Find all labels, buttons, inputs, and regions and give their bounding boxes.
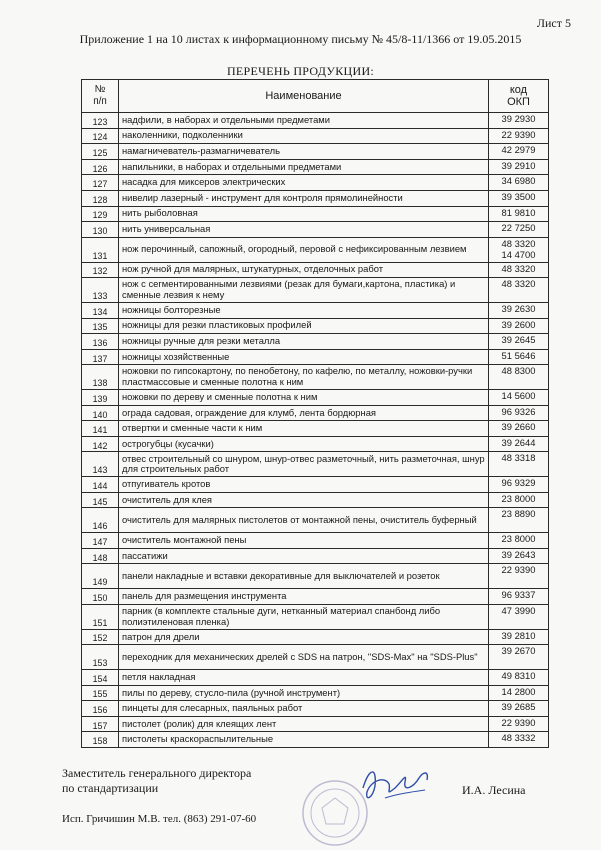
okp-code <box>489 302 549 318</box>
executor-contact: Исп. Гричишин М.В. тел. (863) 291-07-60 <box>62 813 257 825</box>
product-name: нож перочинный, сапожный, огородный, перовой с нефиксированным лезвием <box>119 237 489 262</box>
product-name: панели накладные и вставки декоративные для выключателей и розеток <box>119 564 489 589</box>
okp-code <box>489 144 549 160</box>
row-number: 157 <box>82 716 119 732</box>
okp-code-value: 22 7250 <box>501 222 536 234</box>
okp-code-value: 48 3318 <box>501 452 536 464</box>
column-header-code-line2: ОКП <box>507 96 530 108</box>
okp-code-value: 39 3500 <box>501 190 536 202</box>
product-name: напильники, в наборах и отдельными предметами <box>119 159 489 175</box>
table-row <box>82 278 549 303</box>
table-row <box>82 477 549 493</box>
row-number: 154 <box>82 670 119 686</box>
row-number: 152 <box>82 629 119 645</box>
okp-code <box>489 564 549 589</box>
okp-code <box>489 190 549 206</box>
row-number: 124 <box>82 128 119 144</box>
row-number: 148 <box>82 548 119 564</box>
appendix-reference: Приложение 1 на 10 листах к информационному письму № 45/8-11/1366 от 19.05.2015 <box>79 32 522 46</box>
table-row <box>82 262 549 278</box>
product-name: ножницы ручные для резки металла <box>119 334 489 350</box>
table-body <box>82 113 549 748</box>
row-number: 131 <box>82 237 119 262</box>
table-row <box>82 390 549 406</box>
okp-code-value: 23 8890 <box>501 508 536 520</box>
row-number: 142 <box>82 436 119 452</box>
table-row <box>82 334 549 350</box>
okp-code-value: 23 8000 <box>501 492 536 504</box>
table-row <box>82 685 549 701</box>
table-header-row <box>82 80 549 113</box>
row-number: 125 <box>82 144 119 160</box>
row-number: 149 <box>82 564 119 589</box>
row-number: 130 <box>82 222 119 238</box>
table-row <box>82 405 549 421</box>
product-name: петля накладная <box>119 670 489 686</box>
okp-code-value: 39 2930 <box>501 113 536 124</box>
signature-image <box>355 758 435 808</box>
okp-code <box>489 159 549 175</box>
table-row <box>82 128 549 144</box>
okp-code-value: 39 2630 <box>501 302 536 314</box>
product-name: парник (в комплекте стальные дуги, нетканный материал спанбонд либо полиэтиленовая пленка) <box>119 604 489 629</box>
product-name: пистолет (ролик) для клеящих лент <box>119 716 489 732</box>
okp-code-value: 96 9326 <box>501 405 536 417</box>
product-name: отпугиватель кротов <box>119 477 489 493</box>
row-number: 132 <box>82 262 119 278</box>
okp-code-value: 39 2644 <box>501 436 536 448</box>
okp-code-value: 49 8310 <box>501 670 536 682</box>
table-row <box>82 564 549 589</box>
okp-code <box>489 670 549 686</box>
product-name: очиститель для малярных пистолетов от монтажной пены, очиститель буферный <box>119 508 489 533</box>
product-name: острогубцы (кусачки) <box>119 436 489 452</box>
product-name: надфили, в наборах и отдельными предметами <box>119 113 489 129</box>
row-number: 153 <box>82 645 119 670</box>
okp-code <box>489 732 549 748</box>
product-name: пилы по дереву, стусло-пила (ручной инструмент) <box>119 685 489 701</box>
signatory-title-line1: Заместитель генерального директора <box>62 766 252 780</box>
product-name: ножницы болторезные <box>119 302 489 318</box>
table-row <box>82 533 549 549</box>
table-row <box>82 716 549 732</box>
table-row <box>82 589 549 605</box>
okp-code-value-secondary: 14 4700 <box>501 248 536 260</box>
okp-code-value: 42 2979 <box>501 144 536 156</box>
row-number: 127 <box>82 175 119 191</box>
table-row <box>82 732 549 748</box>
table-row <box>82 237 549 262</box>
okp-code <box>489 318 549 334</box>
product-name: переходник для механических дрелей с SDS на патрон, "SDS-Max" на "SDS-Plus" <box>119 645 489 670</box>
product-name: панель для размещения инструмента <box>119 589 489 605</box>
product-name: нить универсальная <box>119 222 489 238</box>
table-row <box>82 190 549 206</box>
row-number: 158 <box>82 732 119 748</box>
table-row <box>82 159 549 175</box>
product-name: патрон для дрели <box>119 629 489 645</box>
table-row <box>82 222 549 238</box>
column-header-number <box>82 80 119 113</box>
okp-code-value: 22 9390 <box>501 564 536 576</box>
okp-code-value: 39 2660 <box>501 421 536 433</box>
okp-code-value: 14 5600 <box>501 390 536 402</box>
row-number: 134 <box>82 302 119 318</box>
table-row <box>82 452 549 477</box>
okp-code <box>489 436 549 452</box>
table-row <box>82 113 549 129</box>
okp-code <box>489 604 549 629</box>
table-row <box>82 492 549 508</box>
document-title: ПЕРЕЧЕНЬ ПРОДУКЦИИ: <box>226 64 375 78</box>
column-header-code-line1: код <box>509 84 528 96</box>
okp-code <box>489 334 549 350</box>
signatory-title <box>62 766 251 796</box>
okp-code <box>489 262 549 278</box>
table-row <box>82 604 549 629</box>
table-row <box>82 318 549 334</box>
row-number: 137 <box>82 349 119 365</box>
product-name: пистолеты краскораспылительные <box>119 732 489 748</box>
okp-code-value: 23 8000 <box>501 533 536 545</box>
product-name: нить рыболовная <box>119 206 489 222</box>
okp-code <box>489 508 549 533</box>
product-name: ограда садовая, ограждение для клумб, лента бордюрная <box>119 405 489 421</box>
okp-code <box>489 589 549 605</box>
okp-code <box>489 685 549 701</box>
table-row <box>82 349 549 365</box>
okp-code <box>489 390 549 406</box>
product-name: пинцеты для слесарных, паяльных работ <box>119 701 489 717</box>
signatory-title-line2: по стандартизации <box>62 781 159 795</box>
okp-code <box>489 349 549 365</box>
table-row <box>82 670 549 686</box>
okp-code-value: 48 3320 <box>501 262 536 274</box>
table-row <box>82 421 549 437</box>
product-name: насадка для миксеров электрических <box>119 175 489 191</box>
product-name: ножницы хозяйственные <box>119 349 489 365</box>
table-row <box>82 508 549 533</box>
okp-code-value: 39 2643 <box>501 548 536 560</box>
row-number: 140 <box>82 405 119 421</box>
row-number: 147 <box>82 533 119 549</box>
product-name: отвес строительный со шнуром, шнур-отвес разметочный, нить разметочная, шнур для строительных работ <box>119 452 489 477</box>
okp-code-value: 22 9390 <box>501 716 536 728</box>
okp-code <box>489 175 549 191</box>
row-number: 128 <box>82 190 119 206</box>
product-name: пассатижи <box>119 548 489 564</box>
okp-code-value: 39 2810 <box>501 629 536 641</box>
row-number: 136 <box>82 334 119 350</box>
table-row <box>82 206 549 222</box>
okp-code <box>489 365 549 390</box>
table-row <box>82 701 549 717</box>
okp-code-value: 48 3320 <box>501 278 536 290</box>
okp-code-value: 96 9329 <box>501 477 536 489</box>
table-row <box>82 365 549 390</box>
row-number: 156 <box>82 701 119 717</box>
row-number: 141 <box>82 421 119 437</box>
row-number: 138 <box>82 365 119 390</box>
okp-code-value: 48 3332 <box>501 732 536 744</box>
product-name: отвертки и сменные части к ним <box>119 421 489 437</box>
row-number: 150 <box>82 589 119 605</box>
okp-code-value: 22 9390 <box>501 128 536 140</box>
okp-code <box>489 421 549 437</box>
okp-code-value: 34 6980 <box>501 175 536 187</box>
okp-code-value: 47 3990 <box>501 604 536 616</box>
okp-code <box>489 452 549 477</box>
okp-code <box>489 645 549 670</box>
row-number: 133 <box>82 278 119 303</box>
okp-code <box>489 278 549 303</box>
table-row <box>82 548 549 564</box>
okp-code-value: 48 3320 <box>501 237 536 249</box>
product-name: очиститель монтажной пены <box>119 533 489 549</box>
product-name: намагничеватель-размагничеватель <box>119 144 489 160</box>
okp-code-value: 39 2645 <box>501 334 536 346</box>
column-header-number-line2: п/п <box>93 96 107 107</box>
row-number: 145 <box>82 492 119 508</box>
products-table <box>81 79 549 748</box>
table-row <box>82 144 549 160</box>
sheet-number: Лист 5 <box>536 16 571 30</box>
table-row <box>82 645 549 670</box>
okp-code <box>489 237 549 262</box>
row-number: 155 <box>82 685 119 701</box>
okp-code <box>489 629 549 645</box>
okp-code-value: 51 5646 <box>501 349 536 361</box>
row-number: 151 <box>82 604 119 629</box>
okp-code-value: 81 9810 <box>501 206 536 218</box>
column-header-number-line1: № <box>94 84 106 95</box>
okp-code-value: 96 9337 <box>501 589 536 601</box>
okp-code <box>489 128 549 144</box>
okp-code <box>489 548 549 564</box>
row-number: 144 <box>82 477 119 493</box>
row-number: 139 <box>82 390 119 406</box>
okp-code-value: 48 8300 <box>501 365 536 377</box>
product-name: ножовки по гипсокартону, по пенобетону, по кафелю, по металлу, ножовки-ручки пластмассовые и сменные полотна к ним <box>119 365 489 390</box>
okp-code <box>489 206 549 222</box>
okp-code <box>489 222 549 238</box>
okp-code <box>489 492 549 508</box>
product-name: нож с сегментированными лезвиями (резак для бумаги,картона, пластика) и сменные лезвия к нему <box>119 278 489 303</box>
okp-code <box>489 716 549 732</box>
okp-code-value: 14 2800 <box>501 685 536 697</box>
row-number: 123 <box>82 113 119 129</box>
row-number: 126 <box>82 159 119 175</box>
signer-name: И.А. Лесина <box>462 783 526 797</box>
okp-code-value: 39 2685 <box>501 701 536 713</box>
row-number: 135 <box>82 318 119 334</box>
row-number: 129 <box>82 206 119 222</box>
product-name: ножовки по дереву и сменные полотна к ним <box>119 390 489 406</box>
table-row <box>82 302 549 318</box>
okp-code <box>489 533 549 549</box>
row-number: 143 <box>82 452 119 477</box>
okp-code-value: 39 2600 <box>501 318 536 330</box>
product-name: нож ручной для малярных, штукатурных, отделочных работ <box>119 262 489 278</box>
table-row <box>82 175 549 191</box>
product-name: очиститель для клея <box>119 492 489 508</box>
okp-code-value: 39 2670 <box>501 645 536 657</box>
okp-code <box>489 113 549 129</box>
product-name: нивелир лазерный - инструмент для контроля прямолинейности <box>119 190 489 206</box>
row-number: 146 <box>82 508 119 533</box>
column-header-code <box>489 80 549 113</box>
okp-code <box>489 477 549 493</box>
okp-code <box>489 405 549 421</box>
okp-code <box>489 701 549 717</box>
okp-code-value: 39 2910 <box>501 159 536 171</box>
column-header-name: Наименование <box>119 80 489 113</box>
product-name: наколенники, подколенники <box>119 128 489 144</box>
table-row <box>82 629 549 645</box>
table-row <box>82 436 549 452</box>
product-name: ножницы для резки пластиковых профилей <box>119 318 489 334</box>
